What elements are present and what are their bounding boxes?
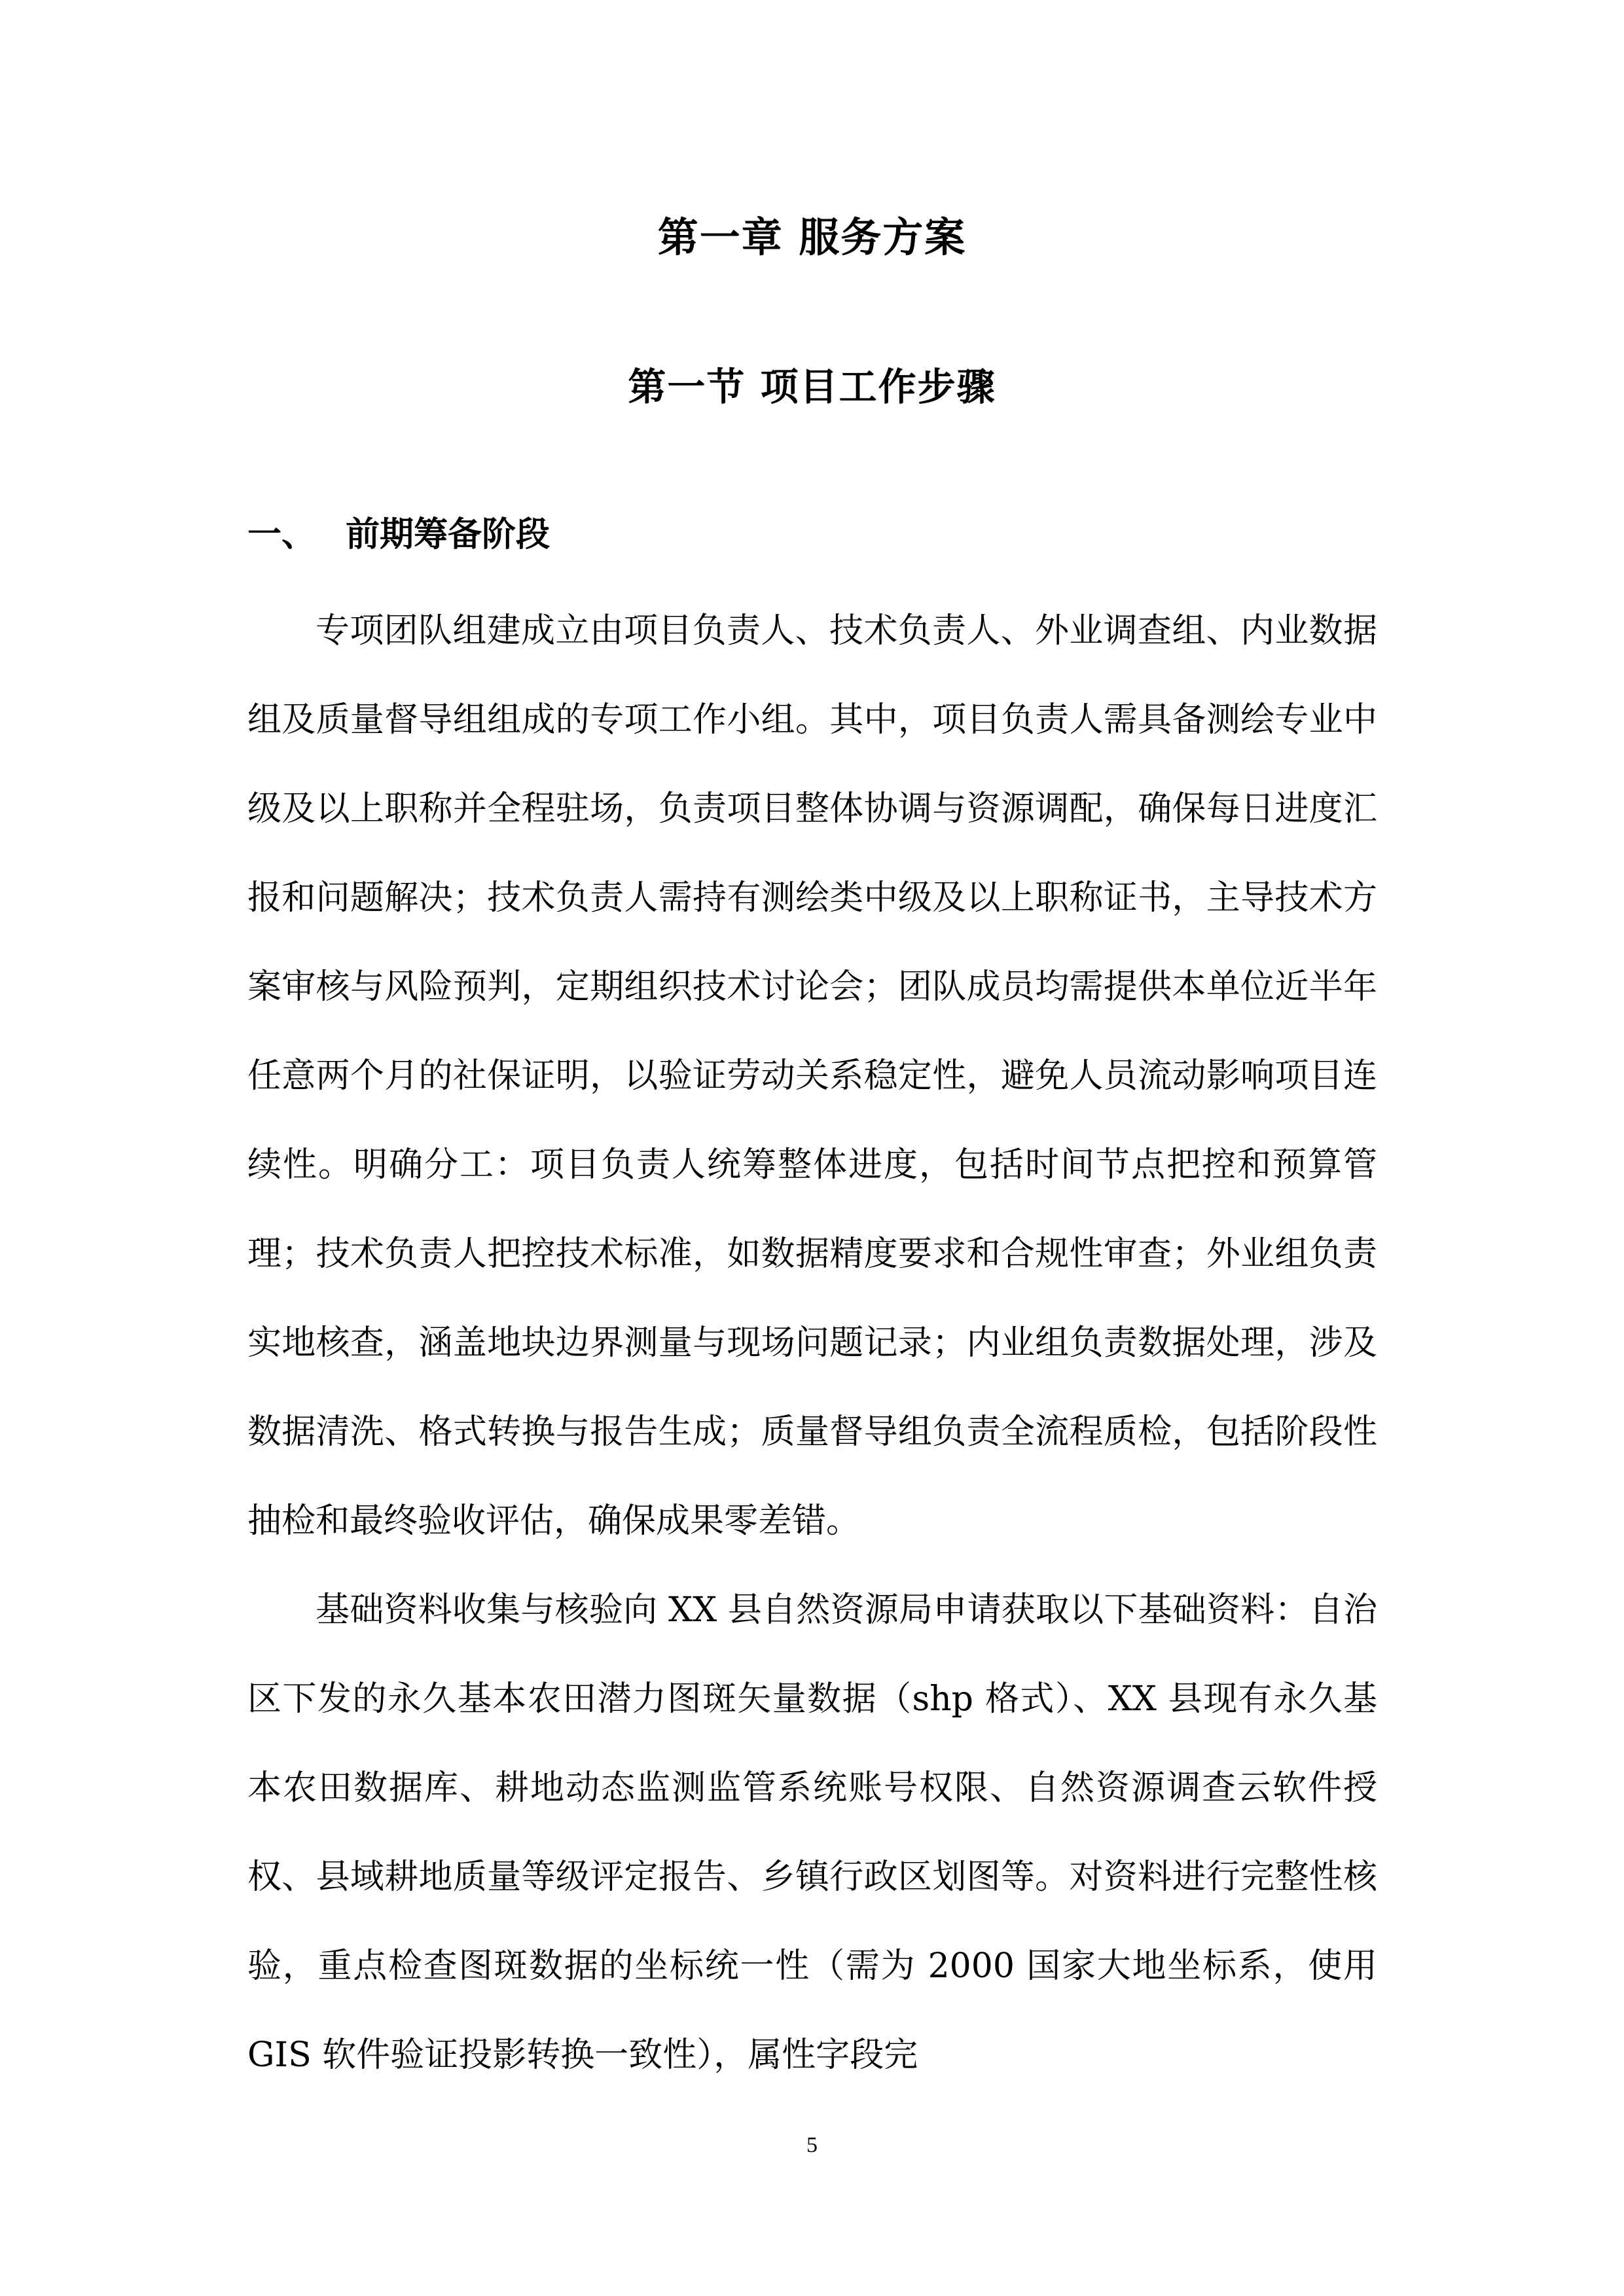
body-paragraph-team-setup: 专项团队组建成立由项目负责人、技术负责人、外业调查组、内业数据组及质量督导组组成的专项工作小组。其中，项目负责人需具备测绘专业中级及以上职称并全程驻场，负责项目整体协调与资源调配，确保每日进度汇报和问题解决；技术负责人需持有测绘类中级及以上职称证书，主导技术方案审核与风险预判，定期组织技术讨论会；团队成员均需提供本单位近半年任意两个月的社保证明，以验证劳动关系稳定性，避免人员流动影响项目连续性。明确分工：项目负责人统筹整体进度，包括时间节点把控和预算管理；技术负责人把控技术标准，如数据精度要求和合规性审查；外业组负责实地核查，涵盖地块边界测量与现场问题记录；内业组负责数据处理，涉及数据清洗、格式转换与报告生成；质量督导组负责全流程质检，包括阶段性抽检和最终验收评估，确保成果零差错。 bbox=[247, 611, 1377, 1541]
section-title: 第一节 项目工作步骤 bbox=[628, 365, 996, 409]
page-number: 5 bbox=[806, 2133, 818, 2157]
subsection-heading bbox=[247, 505, 550, 564]
chapter-title: 第一章 服务方案 bbox=[657, 213, 967, 261]
subsection-heading-text: 前期筹备阶段 bbox=[346, 514, 550, 554]
subsection-number: 一、 bbox=[247, 514, 316, 554]
body-paragraph-data-collection: 基础资料收集与核验向 XX 县自然资源局申请获取以下基础资料：自治区下发的永久基本农田潜力图斑矢量数据（shp 格式）、XX 县现有永久基本农田数据库、耕地动态监测监管系统账号权限、自然资源调查云软件授权、县域耕地质量等级评定报告、乡镇行政区划图等。对资料进行完整性核验，重点检查图斑数据的坐标统一性（需为 2000 国家大地坐标系，使用 GIS 软件验证投影转换一致性），属性字段完 bbox=[247, 1590, 1377, 2075]
